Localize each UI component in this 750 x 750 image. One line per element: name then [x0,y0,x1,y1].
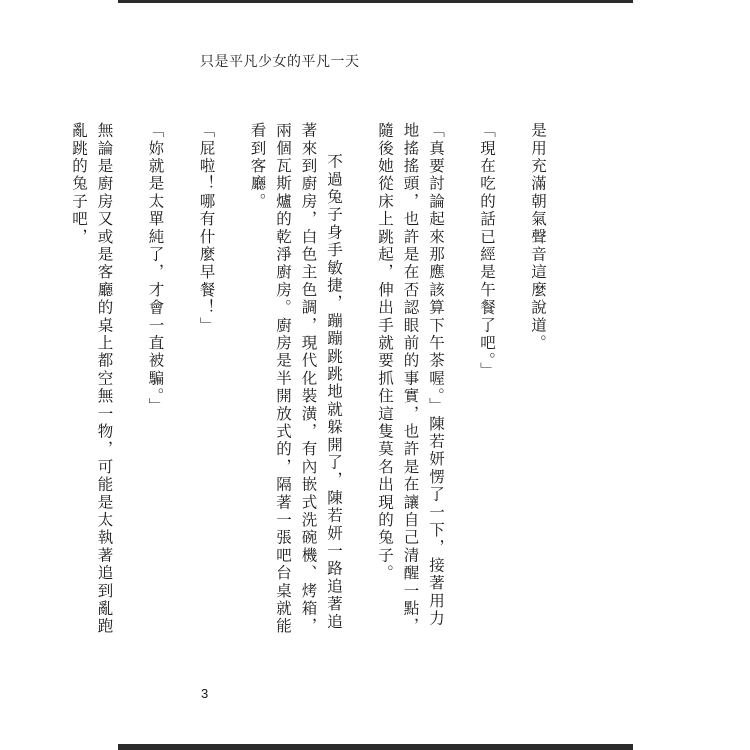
paragraph: 「真要討論起來那應該算下午茶喔。」陳若妍愣了一下，接著用力地搖搖頭，也許是在否認眼前的事實，也許是在讓自己清醒一點，隨後她從床上跳起，伸出手就要抓住這隻莫名出現的兔子。 [376,122,445,636]
paragraph-gap [448,122,474,642]
paragraph-gap [346,122,372,642]
vertical-body-text [70,122,550,642]
paragraph: 「妳就是太單純了，才會一直被騙。」 [146,122,165,416]
bottom-edge-bar [118,744,633,750]
paragraph: 是用充滿朝氣聲音這麼說道。 [529,122,547,353]
paragraph: 「現在吃的話已經是午餐了吧。」 [478,122,496,380]
paragraph: 不過兔子身手敏捷，蹦蹦跳跳地就躲開了，陳若妍一路追著追著來到廚房，白色主色調，現代化裝潢，有內嵌式洗碗機、烤箱，兩個瓦斯爐的乾淨廚房。廚房是半開放式的，隔著一張吧台桌就能看到客廳。 [248,122,343,636]
paragraph: 無論是廚房又或是客廳的桌上都空無一物，可能是太執著追到亂跑亂跳的兔子吧， [70,122,114,636]
paragraph-gap [219,122,245,642]
paragraph-gap [499,122,525,642]
running-header-title: 只是平凡少女的平凡一天 [200,54,360,70]
paragraph: 「屁啦！哪有什麼早餐！」 [197,122,216,335]
paragraph-gap [117,122,143,642]
paragraph-gap [168,122,194,642]
page-number: 3 [201,686,209,701]
